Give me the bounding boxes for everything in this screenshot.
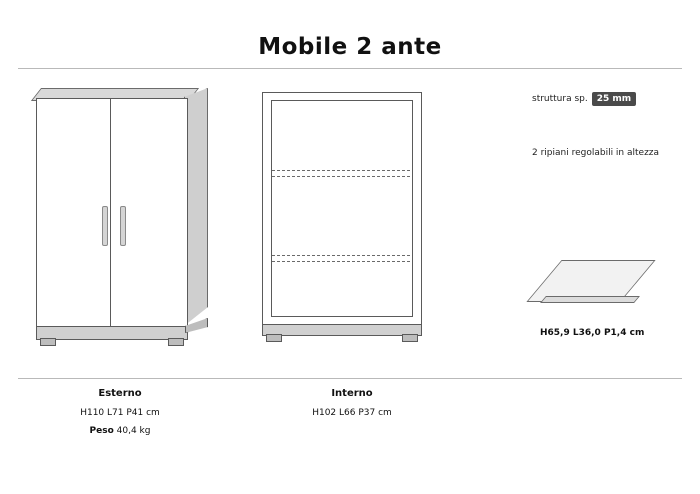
shelves-note: 2 ripiani regolabili in altezza: [532, 148, 660, 158]
caption-interior-title: Interno: [331, 388, 373, 399]
specs-column: [532, 92, 682, 338]
shelf-position-lower: [272, 255, 410, 256]
cabinet-base-panel: [36, 326, 188, 340]
carcass-base-panel: [262, 324, 422, 336]
figure-exterior-cabinet: [28, 88, 208, 348]
door-handle-right: [120, 206, 126, 246]
carcass-foot-right: [402, 334, 418, 342]
shelf-edge-face: [540, 296, 640, 303]
structure-thickness-badge: 25 mm: [592, 92, 636, 106]
caption-exterior-weight: [30, 426, 210, 436]
shelf-illustration: [544, 260, 654, 312]
weight-label: Peso: [89, 426, 114, 436]
shelf-position-upper: [272, 170, 410, 171]
caption-interior-dimensions: H102 L66 P37 cm: [312, 408, 392, 418]
door-handle-left: [102, 206, 108, 246]
structure-thickness-row: [532, 92, 682, 106]
cabinet-foot-left: [40, 338, 56, 346]
caption-exterior-dimensions: H110 L71 P41 cm: [80, 408, 160, 418]
caption-exterior: [30, 388, 210, 444]
shelf-dimensions: H65,9 L36,0 P1,4 cm: [540, 328, 645, 338]
caption-interior: [262, 388, 442, 426]
structure-thickness-label: struttura sp.: [532, 94, 588, 104]
cabinet-door-gap: [110, 98, 111, 326]
caption-exterior-title: Esterno: [98, 388, 142, 399]
page-title: Mobile 2 ante: [258, 34, 442, 60]
divider-top: [18, 68, 682, 69]
weight-value: 40,4 kg: [116, 426, 151, 436]
shelf-position-lower-b: [272, 261, 410, 262]
figure-interior-cabinet: [262, 92, 422, 344]
shelf-position-upper-b: [272, 176, 410, 177]
cabinet-door-left: [37, 99, 109, 325]
carcass-inner-outline: [271, 100, 413, 317]
divider-bottom: [18, 378, 682, 379]
carcass-foot-left: [266, 334, 282, 342]
cabinet-foot-right: [168, 338, 184, 346]
